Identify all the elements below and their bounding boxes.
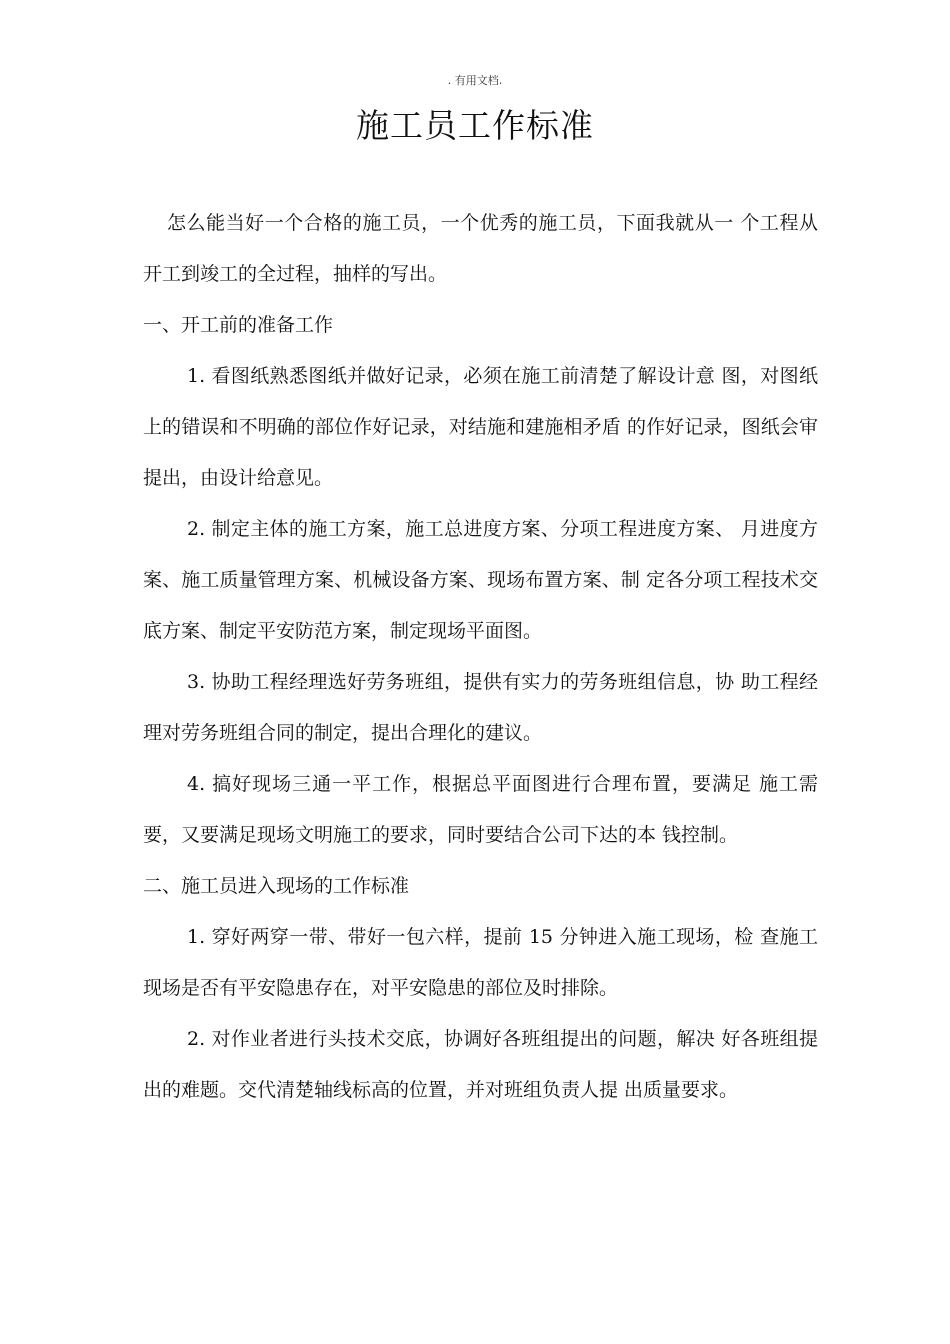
section-1-item-3: 3. 协助工程经理选好劳务班组，提供有实力的劳务班组信息，协 助工程经理对劳务班组合同的制定，提出合理化的建议。 — [143, 671, 818, 744]
section-heading-2: 二、施工员进入现场的工作标准 — [143, 875, 410, 897]
section-heading-1: 一、开工前的准备工作 — [143, 314, 334, 336]
intro-paragraph: 怎么能当好一个合格的施工员，一个优秀的施工员，下面我就从一 个工程从开工到竣工的全过程，抽样的写出。 — [143, 212, 818, 285]
page-header: . 有用文档. — [447, 74, 503, 87]
section-2-item-1: 1. 穿好两穿一带、带好一包六样，提前 15 分钟进入施工现场，检 查施工现场是否有平安隐患存在，对平安隐患的部位及时排除。 — [143, 926, 818, 999]
section-1-item-2: 2. 制定主体的施工方案，施工总进度方案、分项工程进度方案、 月进度方案、施工质量管理方案、机械设备方案、现场布置方案、制 定各分项工程技术交底方案、制定平安防范方案，制定现场平面图。 — [143, 518, 818, 642]
document-title: 施工员工作标准 — [356, 106, 594, 145]
section-2-item-2: 2. 对作业者进行头技术交底，协调好各班组提出的问题，解决 好各班组提出的难题。交代清楚轴线标高的位置，并对班组负责人提 出质量要求。 — [143, 1028, 818, 1101]
section-1-item-4: 4. 搞好现场三通一平工作，根据总平面图进行合理布置，要满足 施工需要，又要满足现场文明施工的要求，同时要结合公司下达的本 钱控制。 — [143, 773, 818, 846]
section-1-item-1: 1. 看图纸熟悉图纸并做好记录，必须在施工前清楚了解设计意 图，对图纸上的错误和不明确的部位作好记录，对结施和建施相矛盾 的作好记录，图纸会审提出，由设计给意见。 — [143, 365, 818, 489]
document-body — [143, 198, 818, 1116]
